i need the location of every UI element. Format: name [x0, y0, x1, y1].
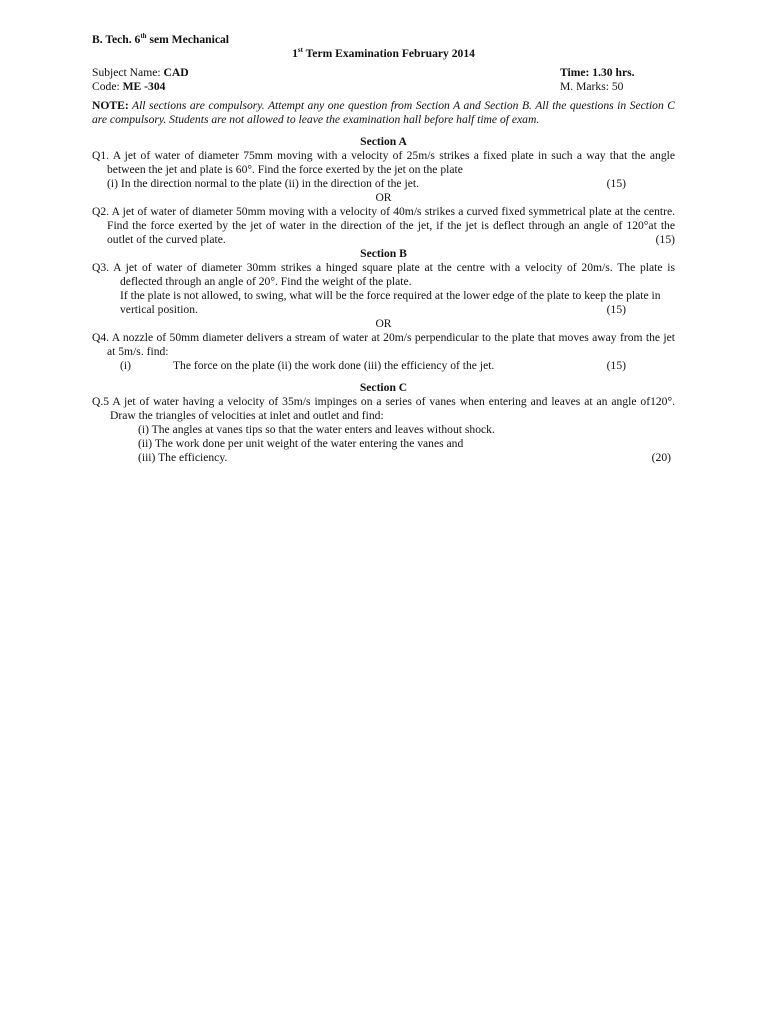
section-a-title: Section A: [360, 135, 407, 148]
section-c-title: Section C: [359, 381, 408, 394]
question-3-continued: [92, 289, 675, 317]
exam-time: Time: 1.30 hrs.: [560, 66, 635, 79]
section-b-title: Section B: [360, 247, 407, 260]
question-5: Q.5 A jet of water having a velocity of 35m/s impinges on a series of vanes when entering and leaves at an angle of120°. Draw the triangles of velocities at inlet and outlet and find:: [92, 395, 675, 422]
code-value: ME -304: [122, 80, 166, 93]
question-5-part-iii-line: [92, 451, 675, 465]
program-line: [92, 33, 675, 47]
program-superscript: th: [140, 32, 147, 41]
question-2: [92, 205, 675, 247]
question-4-parts-line: [92, 359, 675, 373]
question-1: Q1. A jet of water of diameter 75mm moving with a velocity of 25m/s strikes a fixed plate in such a way that the angle between the jet and plate is 60°. Find the force exerted by the jet on the plate: [92, 149, 675, 176]
or-divider-b: OR: [375, 317, 392, 330]
note-label: NOTE:: [92, 99, 129, 112]
question-1-parts-line: [92, 177, 675, 191]
exam-title-number: 1: [292, 47, 298, 60]
question-4-marks: (15): [606, 359, 626, 372]
subject-label: Subject Name:: [92, 66, 164, 79]
question-3: Q3. A jet of water of diameter 30mm strikes a hinged square plate at the centre with a velocity of 20m/s. The plate is deflected through an angle of 20°. Find the weight of the plate.: [92, 261, 675, 288]
or-divider-a: OR: [375, 191, 392, 204]
question-3-text-2: If the plate is not allowed, to swing, what will be the force required at the lower edge of the plate to keep the plate in vertical position.: [120, 289, 661, 316]
exam-title-superscript: st: [297, 46, 303, 55]
note-text: All sections are compulsory. Attempt any one question from Section A and Section B. All the questions in Section C are compulsory. Students are not allowed to leave the examination hall before half time of exam.: [92, 99, 675, 126]
question-1-marks: (15): [606, 177, 626, 190]
question-5-part-iii: (iii) The efficiency.: [138, 451, 228, 464]
exam-title-text: Term Examination February 2014: [302, 47, 475, 60]
subject-name: [92, 66, 189, 80]
note-paragraph: [92, 99, 675, 127]
program-text: B. Tech. 6: [92, 33, 141, 46]
question-2-marks: (15): [655, 233, 675, 246]
question-5-marks: (20): [651, 451, 671, 464]
question-5-part-i: (i) The angles at vanes tips so that the water enters and leaves without shock.: [138, 423, 495, 436]
subject-code: [92, 80, 165, 94]
code-label: Code:: [92, 80, 123, 93]
program-rest-text: sem Mechanical: [146, 33, 229, 46]
subject-value: CAD: [163, 66, 189, 79]
exam-document: [92, 33, 675, 465]
exam-title: [92, 47, 675, 61]
subject-row: [92, 66, 675, 80]
question-4: Q4. A nozzle of 50mm diameter delivers a stream of water at 20m/s perpendicular to the plate that moves away from the jet at 5m/s. find:: [92, 331, 675, 358]
question-2-text: Q2. A jet of water of diameter 50mm moving with a velocity of 40m/s strikes a curved fixed symmetrical plate at the centre. Find the force exerted by the jet of water in the direction of the jet, if the jet is deflect through an angle of 120°at the outlet of the curved plate.: [92, 205, 675, 246]
question-5-part-ii: (ii) The work done per unit weight of the water entering the vanes and: [138, 437, 464, 450]
question-4-parts: The force on the plate (ii) the work done (iii) the efficiency of the jet.: [172, 359, 495, 372]
max-marks: M. Marks: 50: [560, 80, 624, 93]
question-4-part-number: (i): [120, 359, 131, 372]
question-3-marks: (15): [606, 303, 626, 316]
question-4-parts-group: [120, 359, 494, 373]
code-row: [92, 80, 675, 94]
question-1-parts: (i) In the direction normal to the plate (ii) in the direction of the jet.: [107, 177, 419, 190]
